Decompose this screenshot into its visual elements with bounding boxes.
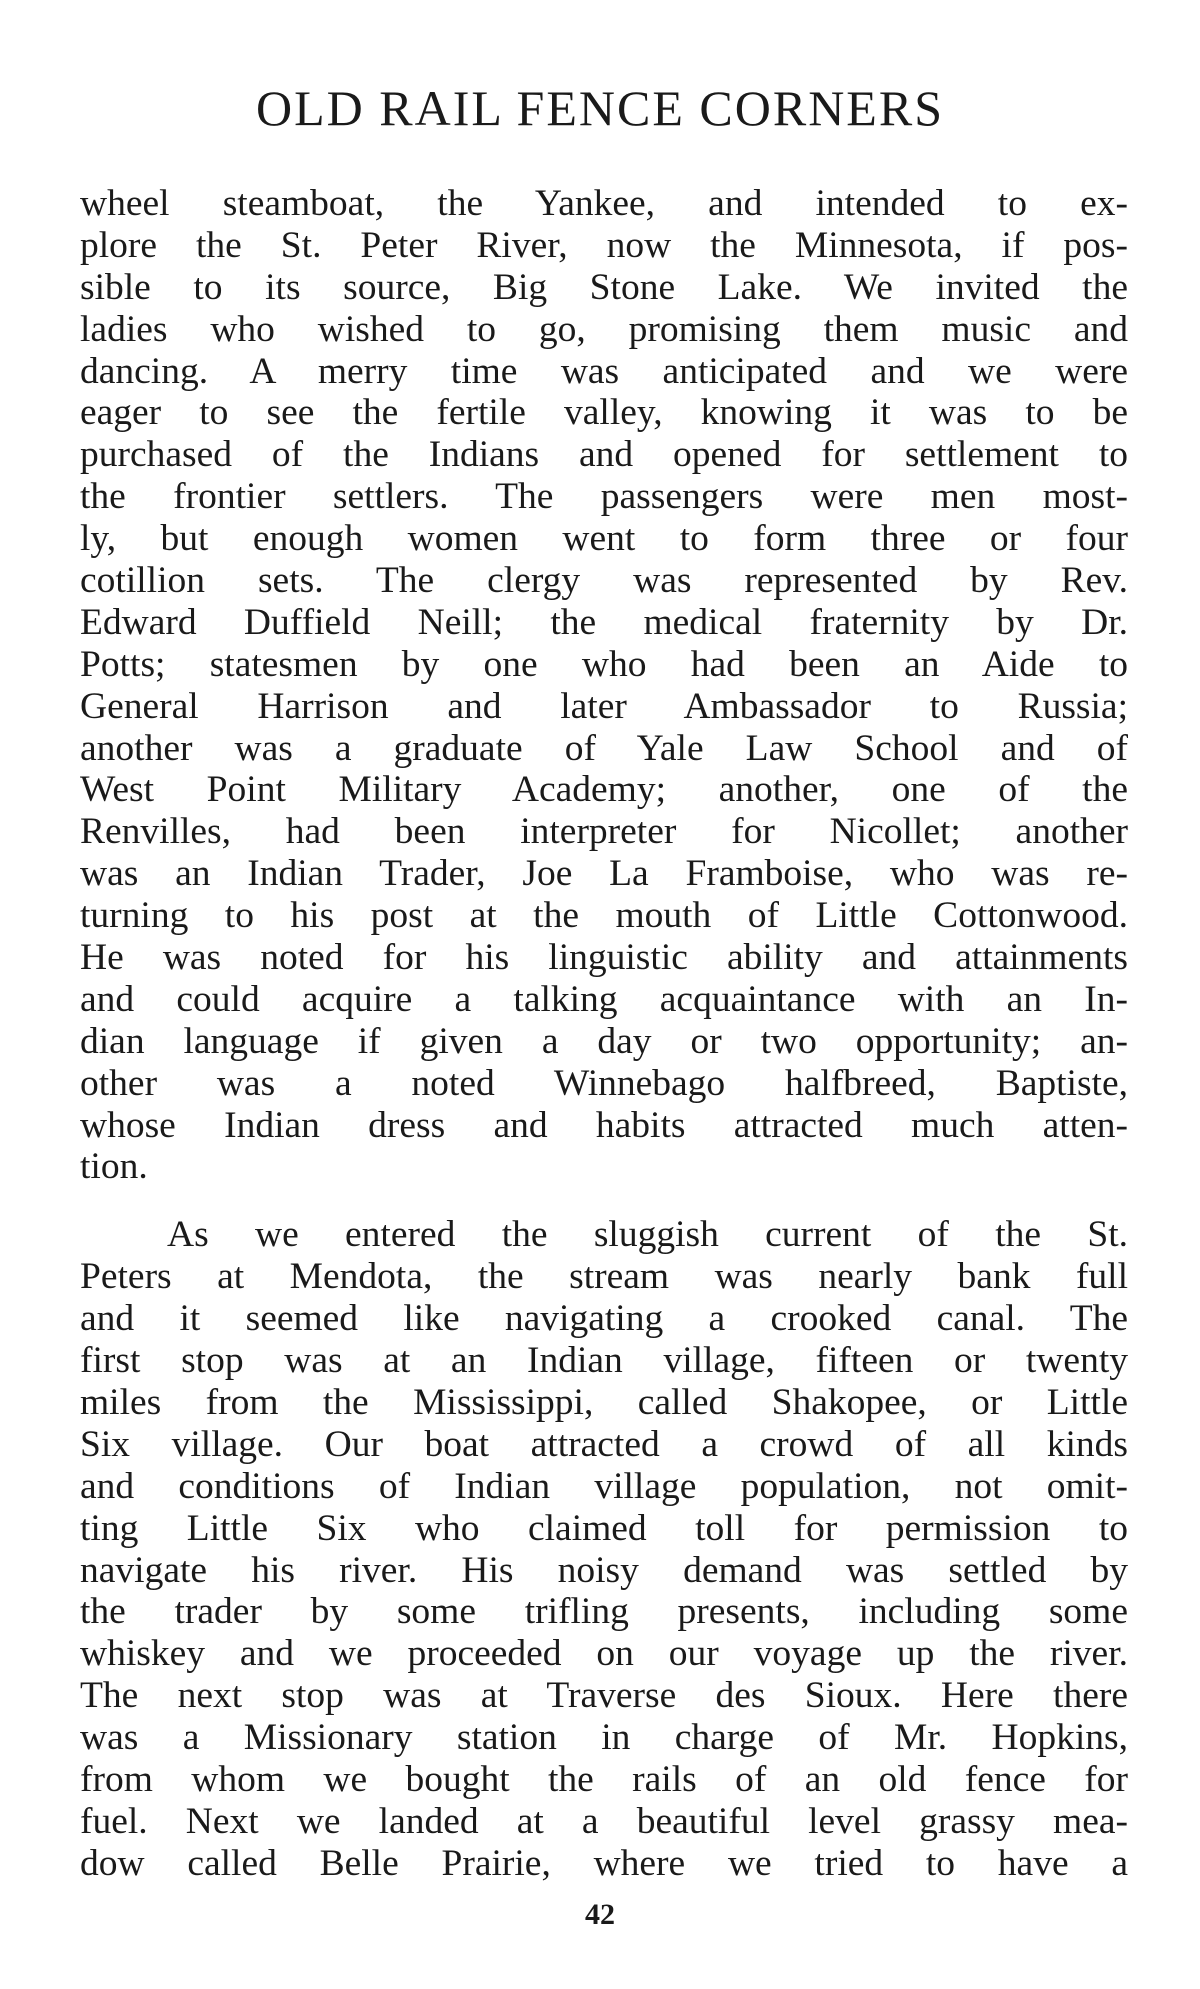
text-line: sible to its source, Big Stone Lake. We invited the — [80, 266, 1128, 308]
text-line: ly, but enough women went to form three or four — [80, 518, 1128, 560]
text-line: eager to see the fertile valley, knowing it was to be — [80, 392, 1128, 434]
text-line: Potts; statesmen by one who had been an Aide to — [80, 643, 1128, 685]
text-line: another was a graduate of Yale Law School and of — [80, 727, 1128, 769]
text-line: General Harrison and later Ambassador to Russia; — [80, 685, 1128, 727]
text-line: miles from the Mississippi, called Shakopee, or Little — [80, 1381, 1128, 1423]
text-line: ladies who wished to go, promising them music and — [80, 308, 1128, 350]
text-line: navigate his river. His noisy demand was settled by — [80, 1549, 1128, 1591]
text-line: Renvilles, had been interpreter for Nicollet; another — [80, 811, 1128, 853]
text-line: whose Indian dress and habits attracted much atten- — [80, 1104, 1128, 1146]
text-line: He was noted for his linguistic ability and attainments — [80, 937, 1128, 979]
paragraph — [80, 183, 1128, 1188]
text-line: and conditions of Indian village population, not omit- — [80, 1465, 1128, 1507]
text-line: fuel. Next we landed at a beautiful level grassy mea- — [80, 1800, 1128, 1842]
text-line: Peters at Mendota, the stream was nearly bank full — [80, 1256, 1128, 1298]
paragraph-gap — [80, 1188, 1128, 1214]
paragraph — [80, 1214, 1128, 1884]
text-line: first stop was at an Indian village, fifteen or twenty — [80, 1340, 1128, 1382]
text-line: the frontier settlers. The passengers were men most- — [80, 476, 1128, 518]
text-line: Edward Duffield Neill; the medical fraternity by Dr. — [80, 601, 1128, 643]
text-line: As we entered the sluggish current of the St. — [167, 1214, 1128, 1256]
text-line: The next stop was at Traverse des Sioux. Here there — [80, 1675, 1128, 1717]
text-line: ting Little Six who claimed toll for permission to — [80, 1507, 1128, 1549]
text-line: other was a noted Winnebago halfbreed, Baptiste, — [80, 1062, 1128, 1104]
text-line: tion. — [80, 1146, 148, 1188]
text-line: was a Missionary station in charge of Mr. Hopkins, — [80, 1717, 1128, 1759]
text-line: dian language if given a day or two opportunity; an- — [80, 1020, 1128, 1062]
text-line: the trader by some trifling presents, including some — [80, 1591, 1128, 1633]
body-text — [80, 183, 1128, 1885]
text-line: was an Indian Trader, Joe La Framboise, who was re- — [80, 853, 1128, 895]
paragraph-container — [80, 183, 1128, 1885]
text-line: from whom we bought the rails of an old fence for — [80, 1758, 1128, 1800]
text-line: wheel steamboat, the Yankee, and intended to ex- — [80, 183, 1128, 224]
text-line: purchased of the Indians and opened for settlement to — [80, 434, 1128, 476]
page-number: 42 — [585, 1898, 615, 1931]
text-line: West Point Military Academy; another, one of the — [80, 769, 1128, 811]
running-head: OLD RAIL FENCE CORNERS — [255, 80, 945, 136]
text-line: dow called Belle Prairie, where we tried to have a — [80, 1842, 1128, 1884]
text-line: and it seemed like navigating a crooked canal. The — [80, 1298, 1128, 1340]
text-line: dancing. A merry time was anticipated and we were — [80, 350, 1128, 392]
text-line: whiskey and we proceeded on our voyage up the river. — [80, 1633, 1128, 1675]
text-line: Six village. Our boat attracted a crowd of all kinds — [80, 1423, 1128, 1465]
text-line: cotillion sets. The clergy was represented by Rev. — [80, 560, 1128, 602]
text-line: plore the St. Peter River, now the Minnesota, if pos- — [80, 224, 1128, 266]
text-line: turning to his post at the mouth of Little Cottonwood. — [80, 895, 1128, 937]
text-line: and could acquire a talking acquaintance with an In- — [80, 978, 1128, 1020]
